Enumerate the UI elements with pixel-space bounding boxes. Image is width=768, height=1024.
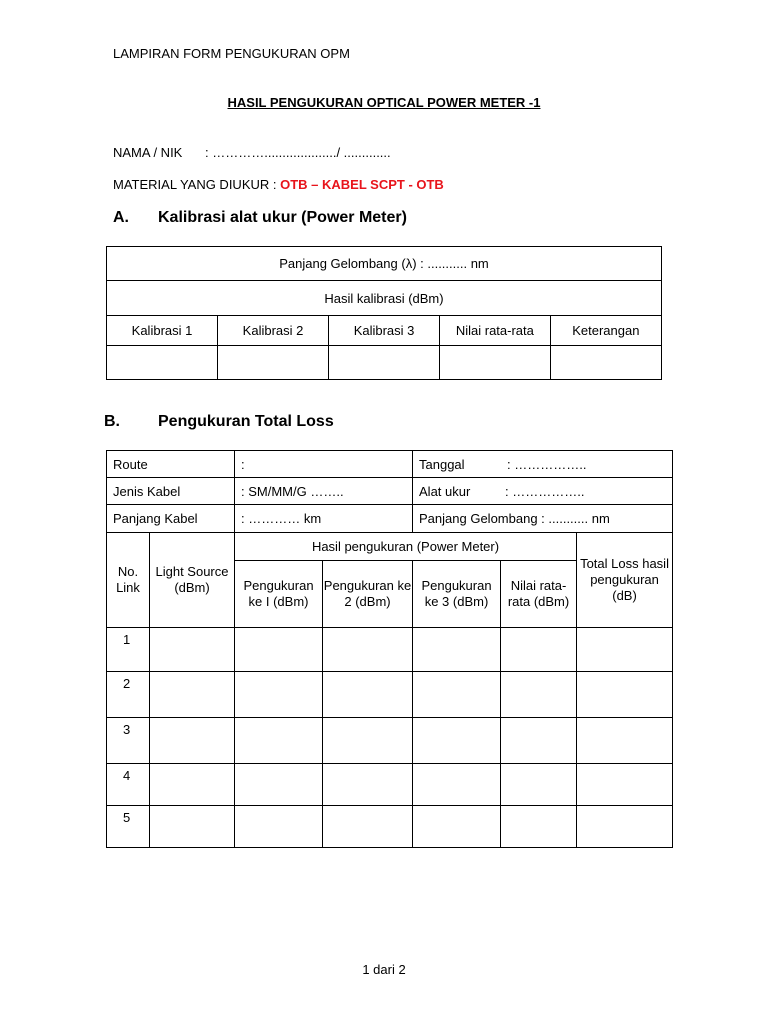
cell-pengukuran-3[interactable] <box>413 806 501 848</box>
cell-pengukuran-2[interactable] <box>323 718 413 764</box>
cell-pengukuran-2[interactable] <box>323 764 413 806</box>
table-row <box>107 764 673 806</box>
cell-nilai[interactable] <box>501 628 577 672</box>
route-label: Route <box>107 451 235 478</box>
cell-light-source[interactable] <box>150 764 235 806</box>
col-nilai-rata-rata: Nilai rata-rata <box>440 316 551 346</box>
section-a-title: Kalibrasi alat ukur (Power Meter) <box>158 209 407 226</box>
col-pengukuran-2: Pengukuran ke 2 (dBm) <box>323 561 413 628</box>
cell-light-source[interactable] <box>150 718 235 764</box>
col-total-loss: Total Loss hasil pengukuran (dB) <box>577 533 673 628</box>
cell-nilai[interactable] <box>501 806 577 848</box>
panjang-gelombang-cell[interactable]: Panjang Gelombang : ........... nm <box>413 505 673 533</box>
cell-pengukuran-2[interactable] <box>323 806 413 848</box>
row-number: 3 <box>107 718 150 764</box>
cell-light-source[interactable] <box>150 672 235 718</box>
tanggal-value: : …………….. <box>507 456 587 472</box>
page-number: 1 dari 2 <box>362 962 406 977</box>
jenis-kabel-value[interactable]: : SM/MM/G …….. <box>235 478 413 505</box>
material-value: OTB – KABEL SCPT - OTB <box>280 177 444 192</box>
input-kalibrasi-1[interactable] <box>107 346 218 380</box>
hasil-kalibrasi-cell: Hasil kalibrasi (dBm) <box>107 281 662 316</box>
cell-nilai[interactable] <box>501 764 577 806</box>
cell-nilai[interactable] <box>501 672 577 718</box>
cell-total-loss[interactable] <box>577 628 673 672</box>
total-loss-table <box>106 450 673 848</box>
cell-pengukuran-3[interactable] <box>413 672 501 718</box>
input-kalibrasi-2[interactable] <box>218 346 329 380</box>
nama-value: : …………..................../ ............. <box>205 145 391 160</box>
nama-nik-line <box>113 145 391 160</box>
row-number: 2 <box>107 672 150 718</box>
cell-total-loss[interactable] <box>577 672 673 718</box>
cell-pengukuran-3[interactable] <box>413 718 501 764</box>
table-row <box>107 806 673 848</box>
table-row <box>107 628 673 672</box>
hasil-pengukuran-header: Hasil pengukuran (Power Meter) <box>235 533 577 561</box>
alat-ukur-value: : …………….. <box>505 483 585 499</box>
input-kalibrasi-3[interactable] <box>329 346 440 380</box>
alat-ukur-cell[interactable] <box>413 478 673 505</box>
cell-pengukuran-1[interactable] <box>235 764 323 806</box>
col-pengukuran-1: Pengukuran ke I (dBm) <box>235 561 323 628</box>
calibration-table <box>106 246 662 380</box>
cell-pengukuran-1[interactable] <box>235 672 323 718</box>
table-row <box>107 718 673 764</box>
col-nilai-rata-rata-b: Nilai rata-rata (dBm) <box>501 561 577 628</box>
col-no-link: No. Link <box>107 533 150 628</box>
table-row <box>107 672 673 718</box>
material-label: MATERIAL YANG DIUKUR : <box>113 177 281 192</box>
cell-pengukuran-1[interactable] <box>235 806 323 848</box>
section-b-heading <box>104 413 334 431</box>
cell-total-loss[interactable] <box>577 764 673 806</box>
cell-pengukuran-2[interactable] <box>323 628 413 672</box>
wavelength-cell: Panjang Gelombang (λ) : ........... nm <box>107 247 662 281</box>
col-light-source: Light Source (dBm) <box>150 533 235 628</box>
col-keterangan: Keterangan <box>550 316 661 346</box>
cell-pengukuran-1[interactable] <box>235 718 323 764</box>
tanggal-label: Tanggal <box>419 456 465 472</box>
panjang-kabel-value[interactable]: : ………… km <box>235 505 413 533</box>
cell-light-source[interactable] <box>150 628 235 672</box>
panjang-kabel-label: Panjang Kabel <box>107 505 235 533</box>
input-nilai-rata-rata[interactable] <box>440 346 551 380</box>
jenis-kabel-label: Jenis Kabel <box>107 478 235 505</box>
row-number: 5 <box>107 806 150 848</box>
section-b-letter: B. <box>104 413 120 430</box>
row-number: 1 <box>107 628 150 672</box>
row-number: 4 <box>107 764 150 806</box>
tanggal-cell[interactable] <box>413 451 673 478</box>
col-kalibrasi-2: Kalibrasi 2 <box>218 316 329 346</box>
cell-pengukuran-3[interactable] <box>413 764 501 806</box>
section-a-letter: A. <box>113 209 129 226</box>
col-kalibrasi-3: Kalibrasi 3 <box>329 316 440 346</box>
alat-ukur-label: Alat ukur <box>419 483 471 499</box>
nama-label: NAMA / NIK <box>113 145 183 160</box>
cell-pengukuran-1[interactable] <box>235 628 323 672</box>
section-a-heading <box>113 209 407 227</box>
col-pengukuran-3: Pengukuran ke 3 (dBm) <box>413 561 501 628</box>
cell-total-loss[interactable] <box>577 718 673 764</box>
document-header: LAMPIRAN FORM PENGUKURAN OPM <box>113 46 350 61</box>
section-b-title: Pengukuran Total Loss <box>158 413 334 430</box>
col-kalibrasi-1: Kalibrasi 1 <box>107 316 218 346</box>
material-line <box>113 177 444 192</box>
document-title: HASIL PENGUKURAN OPTICAL POWER METER -1 <box>227 95 541 110</box>
cell-pengukuran-3[interactable] <box>413 628 501 672</box>
cell-pengukuran-2[interactable] <box>323 672 413 718</box>
cell-total-loss[interactable] <box>577 806 673 848</box>
route-value[interactable]: : <box>235 451 413 478</box>
input-keterangan[interactable] <box>550 346 661 380</box>
cell-light-source[interactable] <box>150 806 235 848</box>
cell-nilai[interactable] <box>501 718 577 764</box>
